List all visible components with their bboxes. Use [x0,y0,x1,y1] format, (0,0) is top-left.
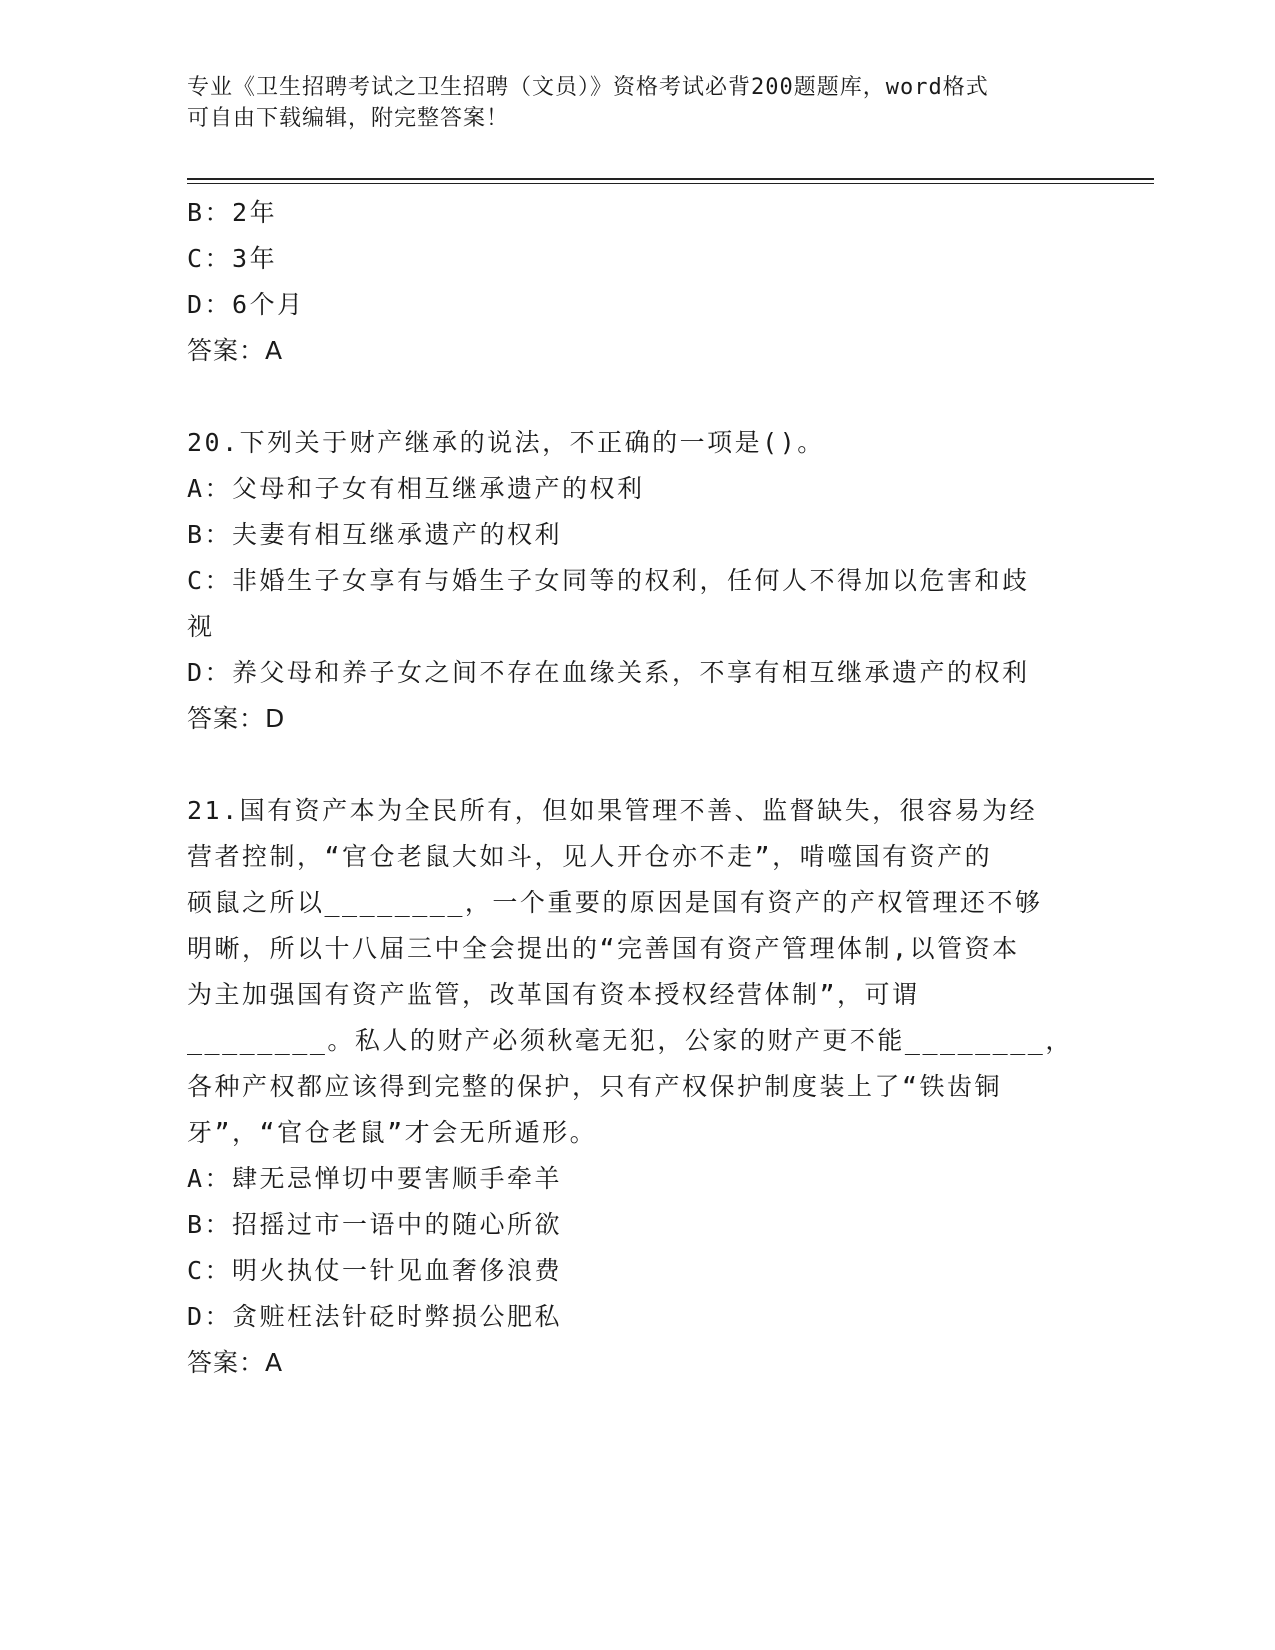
q20-answer: 答案：D [187,704,286,733]
q21-question-line: 硕鼠之所以________，一个重要的原因是国有资产的产权管理还不够 [187,888,1043,917]
q20-option-c-line-2: 视 [187,612,215,641]
q21-option-a: A：肆无忌惮切中要害顺手牵羊 [187,1164,563,1193]
q19-option-c: C：3年 [187,244,278,273]
header-divider-thick [187,178,1154,180]
q21-question-line: 21.国有资产本为全民所有，但如果管理不善、监督缺失，很容易为经 [187,796,1038,825]
header-title-line-2: 可自由下载编辑，附完整答案！ [187,106,510,131]
q20-option-b: B：夫妻有相互继承遗产的权利 [187,520,563,549]
q21-option-b: B：招摇过市一语中的随心所欲 [187,1210,563,1239]
q21-question-line: 营者控制，“官仓老鼠大如斗，见人开仓亦不走”，啃噬国有资产的 [187,842,993,871]
spacer [187,374,1087,420]
q21-question-line: 牙”，“官仓老鼠”才会无所遁形。 [187,1118,598,1147]
q20-option-d: D：养父母和养子女之间不存在血缘关系，不享有相互继承遗产的权利 [187,658,1030,687]
q21-question-line: 各种产权都应该得到完整的保护，只有产权保护制度装上了“铁齿铜 [187,1072,1003,1101]
q20-option-c-line-1: C：非婚生子女享有与婚生子女同等的权利，任何人不得加以危害和歧 [187,566,1030,595]
q20-option-a: A：父母和子女有相互继承遗产的权利 [187,474,645,503]
header-divider-thin [187,183,1154,184]
q20-question: 20.下列关于财产继承的说法，不正确的一项是()。 [187,428,825,457]
q19-answer: 答案：A [187,336,284,365]
header-title-line-1: 专业《卫生招聘考试之卫生招聘（文员）》资格考试必背200题题库，word格式 [187,75,989,100]
q21-question-line: ________。私人的财产必须秋毫无犯，公家的财产更不能________， [187,1026,1073,1055]
document-body [187,190,1087,1386]
spacer [187,742,1087,788]
q19-option-d: D：6个月 [187,290,305,319]
q21-question-line: 为主加强国有资产监管，改革国有资本授权经营体制”，可谓 [187,980,920,1009]
q21-option-d: D：贪赃枉法针砭时弊损公肥私 [187,1302,563,1331]
q21-question-line: 明晰，所以十八届三中全会提出的“完善国有资产管理体制,以管资本 [187,934,1020,963]
document-header [187,72,1087,134]
q19-option-b: B：2年 [187,198,278,227]
q21-answer: 答案：A [187,1348,284,1377]
q21-option-c: C：明火执仗一针见血奢侈浪费 [187,1256,563,1285]
